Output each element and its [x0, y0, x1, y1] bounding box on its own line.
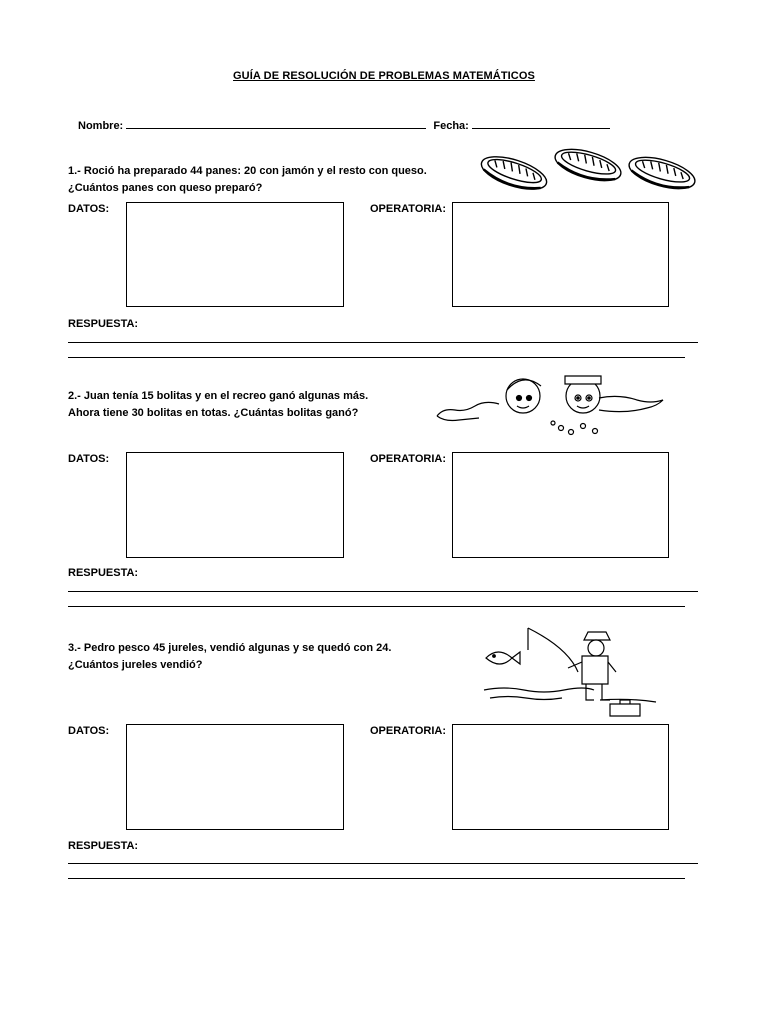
operatoria-box-1[interactable]: [452, 202, 669, 307]
answer-line-1b[interactable]: [68, 357, 685, 358]
respuesta-label-2: RESPUESTA:: [68, 567, 139, 579]
problem-2-line-1: 2.- Juan tenía 15 bolitas y en el recreo ganó algunas más.: [68, 390, 369, 402]
respuesta-label-1: RESPUESTA:: [68, 318, 139, 330]
operatoria-label-2: OPERATORIA:: [370, 453, 446, 465]
datos-box-2[interactable]: [126, 452, 344, 558]
datos-label-2: DATOS:: [68, 453, 110, 465]
problem-3-text: [68, 640, 391, 674]
problem-3-line-1: 3.- Pedro pesco 45 jureles, vendió algunas y se quedó con 24.: [68, 642, 392, 654]
datos-box-3[interactable]: [126, 724, 344, 830]
answer-line-3a[interactable]: [68, 863, 698, 864]
man-fishing-illustration: [470, 620, 660, 720]
date-field[interactable]: [472, 118, 610, 129]
problem-1-text: [68, 163, 427, 197]
operatoria-box-3[interactable]: [452, 724, 669, 830]
problem-2-text: [68, 388, 368, 422]
name-label: Nombre:: [78, 120, 124, 132]
date-label: Fecha:: [433, 120, 469, 132]
datos-box-1[interactable]: [126, 202, 344, 307]
datos-label-1: DATOS:: [68, 203, 110, 215]
operatoria-label-3: OPERATORIA:: [370, 725, 446, 737]
kids-playing-marbles-illustration: [433, 368, 668, 440]
answer-line-2b[interactable]: [68, 606, 685, 607]
problem-1-line-2: ¿Cuántos panes con queso preparó?: [68, 182, 263, 194]
answer-line-3b[interactable]: [68, 878, 685, 879]
problem-1-line-1: 1.- Roció ha preparado 44 panes: 20 con jamón y el resto con queso.: [68, 165, 427, 177]
datos-label-3: DATOS:: [68, 725, 110, 737]
problem-3-line-2: ¿Cuántos jureles vendió?: [68, 659, 203, 671]
answer-line-1a[interactable]: [68, 342, 698, 343]
page-title: GUÍA DE RESOLUCIÓN DE PROBLEMAS MATEMÁTICOS: [233, 70, 535, 82]
name-row: [78, 118, 610, 132]
respuesta-label-3: RESPUESTA:: [68, 840, 139, 852]
operatoria-label-1: OPERATORIA:: [370, 203, 446, 215]
bread-loaves-illustration: [478, 143, 703, 198]
answer-line-2a[interactable]: [68, 591, 698, 592]
problem-2-line-2: Ahora tiene 30 bolitas en totas. ¿Cuántas bolitas ganó?: [68, 407, 359, 419]
operatoria-box-2[interactable]: [452, 452, 669, 558]
name-field[interactable]: [126, 118, 426, 129]
